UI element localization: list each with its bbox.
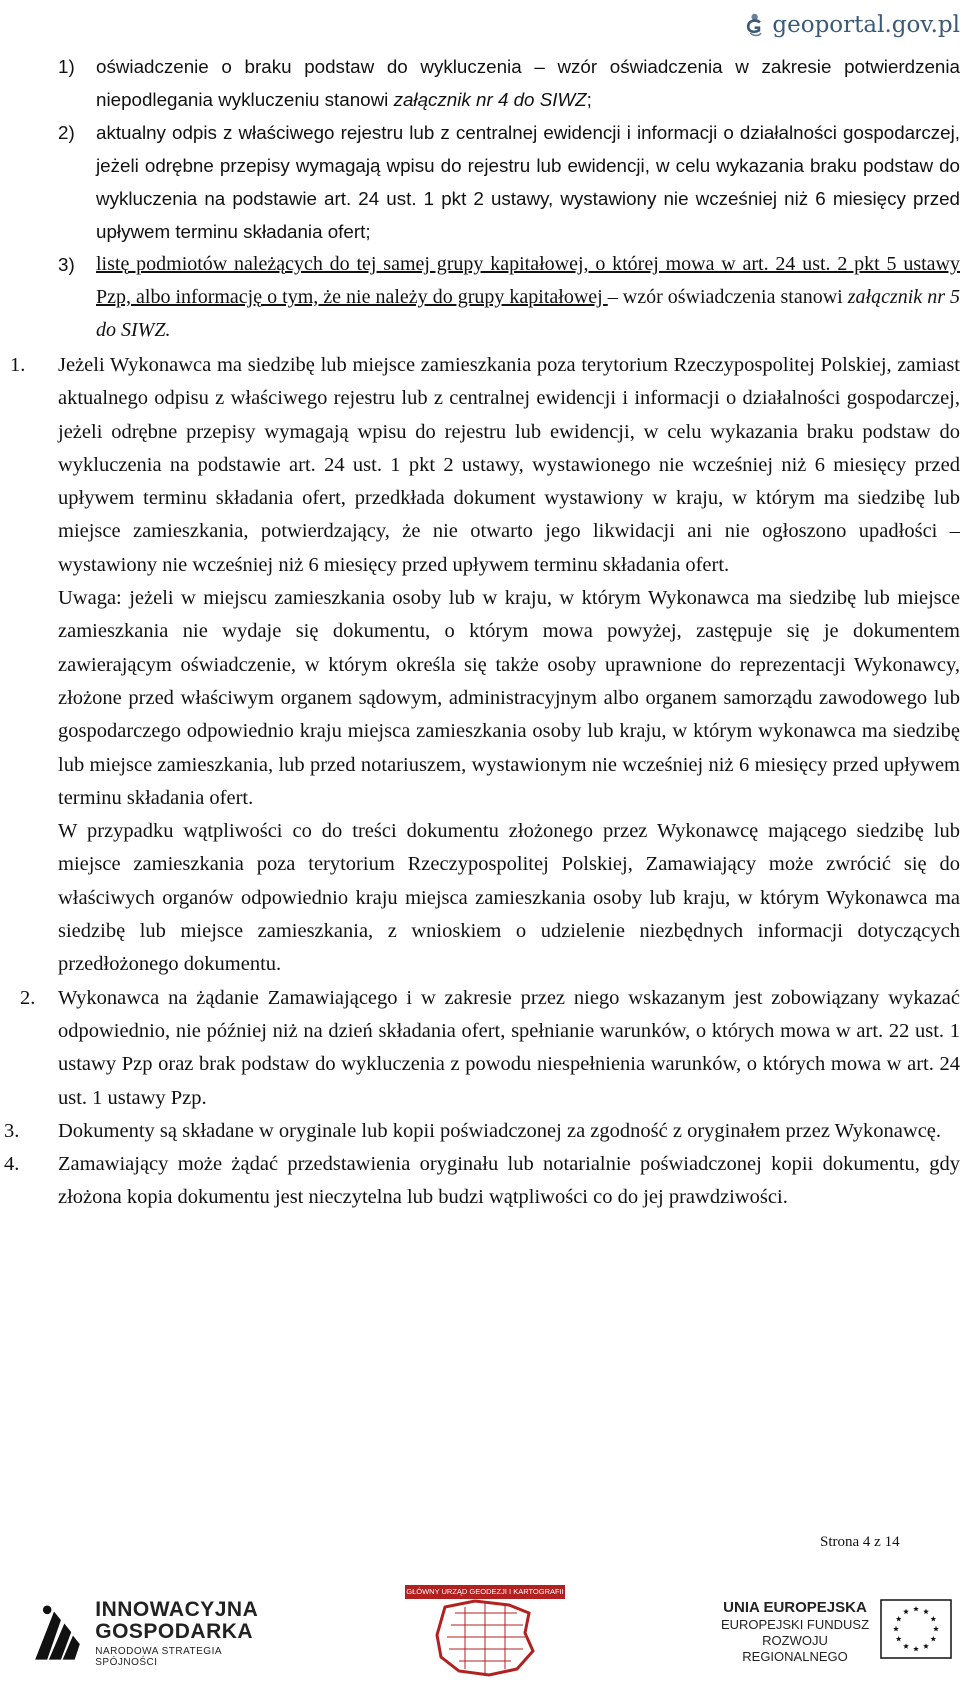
page-number: Strona 4 z 14 [820, 1534, 900, 1550]
logo3-line1: UNIA EUROPEJSKA [723, 1599, 867, 1616]
logo1-line1: INNOWACYJNA [95, 1597, 259, 1621]
item-number: 2. [20, 986, 36, 1009]
subitem-2: 2) aktualny odpis z właściwego rejestru lub z centralnej ewidencji i informacji o działalności gospodarczej, jeżeli odrębne przepisy wymagają wpisu do rejestru lub ewidencji, w celu wykazania braku podstaw do wykluczenia na podstawie art. 24 ust. 1 pkt 2 ustawy, wystawiony nie wcześniej niż 6 miesięcy przed upływem terminu składania ofert; [0, 116, 960, 248]
logo3-line3: ROZWOJU REGIONALNEGO [742, 1633, 848, 1664]
eu-star-icon [896, 1616, 902, 1621]
item-number: 1. [10, 354, 26, 376]
subitem-3: 3) listę podmiotów należących do tej samej grupy kapitałowej, o której mowa w art. 24 ust. 2 pkt 5 ustawy Pzp, albo informację o tym, że nie należy do grupy kapitałowej – wzór oświadczenia stanowi załącznik nr 5 do SIWZ. [0, 248, 960, 347]
footer-logos [0, 1585, 960, 1683]
list-item-1 [0, 349, 960, 582]
logo1-line2: GOSPODARKA [95, 1619, 254, 1643]
item-text: Jeżeli Wykonawca ma siedzibę lub miejsce zamieszkania poza terytorium Rzeczypospolitej Polskiej, zamiast aktualnego odpisu z właściwego rejestru lub z centralnej ewidencji i informacji o działalności gospodarczej, jeżeli odrębne przepisy wymagają wpisu do rejestru lub ewidencji, w celu wykazania braku podstaw do wykluczenia na podstawie art. 24 ust. 1 pkt 2 ustawy, wystawionego nie wcześniej niż 6 miesięcy przed upływem terminu składania ofert, przedkłada dokument wystawiony w kraju, w którym ma siedzibę lub miejsce zamieszkania, potwierdzający, że nie otwarto jego likwidacji ani nie ogłoszono upadłości – wystawiony nie wcześniej niż 6 miesięcy przed upływem terminu składania ofert. [58, 354, 960, 576]
geoportal-logo [745, 0, 960, 50]
gugik-logo [405, 1585, 565, 1677]
item-text: Zamawiający może żądać przedstawienia oryginału lub notarialnie poświadczonej kopii dokumentu, gdy złożona kopia dokumentu jest nieczytelna lub budzi wątpliwości co do jej prawdziwości. [58, 1153, 960, 1209]
innowacyjna-gospodarka-logo [30, 1593, 260, 1673]
doubt-paragraph: W przypadku wątpliwości co do treści dokumentu złożonego przez Wykonawcę mającego siedzibę lub miejsce zamieszkania poza terytorium Rzeczypospolitej Polskiej, Zamawiający może zwrócić się do właściwych organów odpowiednio kraju miejsca zamieszkania osoby lub kraju, w którym Wykonawca ma siedzibę lub miejsce zamieszkania, z wnioskiem o udzielenie niezbędnych informacji dotyczących przedłożonego dokumentu. [58, 820, 960, 976]
gugik-band-text: GŁÓWNY URZĄD GEODEZJI I KARTOGRAFII [405, 1585, 565, 1599]
eu-star-icon [903, 1609, 909, 1614]
eu-star-icon [913, 1606, 919, 1611]
eu-star-icon [930, 1616, 936, 1621]
item-text: Wykonawca na żądanie Zamawiającego i w zakresie przez niego wskazanym jest zobowiązany wykazać odpowiednio, nie później niż na dzień składania ofert, spełnianie warunków, o których mowa w art. 22 ust. 1 ustawy Pzp oraz brak podstaw do wykluczenia z powodu niespełnienia warunków, o których mowa w art. 24 ust. 1 ustawy Pzp. [58, 986, 960, 1109]
item-number: 4. [4, 1153, 20, 1176]
eu-star-icon [923, 1609, 929, 1614]
eu-star-icon [903, 1643, 909, 1648]
innovative-economy-icon [30, 1598, 83, 1668]
eu-flag-icon [880, 1599, 952, 1659]
eu-star-icon [896, 1636, 902, 1641]
list-item-2 [0, 982, 960, 1115]
logo3-line2: EUROPEJSKI FUNDUSZ [720, 1617, 870, 1632]
eu-star-icon [933, 1626, 939, 1631]
geoportal-logo-text: geoportal.gov.pl [772, 12, 960, 38]
list-item-4 [0, 1148, 960, 1215]
subitem-number: 2) [58, 122, 75, 143]
document-body [0, 50, 960, 1215]
logo1-line3: NARODOWA STRATEGIA SPÓJNOŚCI [95, 1645, 222, 1668]
eu-logo [720, 1599, 900, 1673]
item-number: 3. [4, 1119, 20, 1142]
note-paragraph: Uwaga: jeżeli w miejscu zamieszkania osoby lub w kraju, w którym Wykonawca ma siedzibę lub miejsce zamieszkania nie wydaje się dokumentu, o którym mowa powyżej, zastępuje się je dokumentem zawierającym oświadczenie, w którym określa się także osoby uprawnione do reprezentacji Wykonawcy, złożone przed właściwym organem sądowym, administracyjnym albo organem samorządu zawodowego lub gospodarczego odpowiednio kraju miejsca zamieszkania osoby lub kraju, w którym wykonawca ma siedzibę lub miejsce zamieszkania, lub przed notariuszem, wystawionym nie wcześniej niż 6 miesięcy przed upływem terminu składania ofert. [58, 587, 960, 809]
poland-map-icon [405, 1599, 565, 1677]
list-item-3 [0, 1115, 960, 1148]
eu-star-icon [930, 1636, 936, 1641]
subitem-number: 3) [58, 254, 75, 275]
geoportal-g-icon [745, 2, 766, 48]
eu-star-icon [913, 1646, 919, 1651]
eu-star-icon [893, 1626, 899, 1631]
item-text: Dokumenty są składane w oryginale lub kopii poświadczonej za zgodność z oryginałem przez Wykonawcę. [58, 1119, 942, 1142]
eu-star-icon [923, 1643, 929, 1648]
subitem-number: 1) [58, 56, 75, 77]
subitem-1: 1) oświadczenie o braku podstaw do wykluczenia – wzór oświadczenia w zakresie potwierdzenia niepodlegania wykluczeniu stanowi załącznik nr 4 do SIWZ; [0, 50, 960, 116]
